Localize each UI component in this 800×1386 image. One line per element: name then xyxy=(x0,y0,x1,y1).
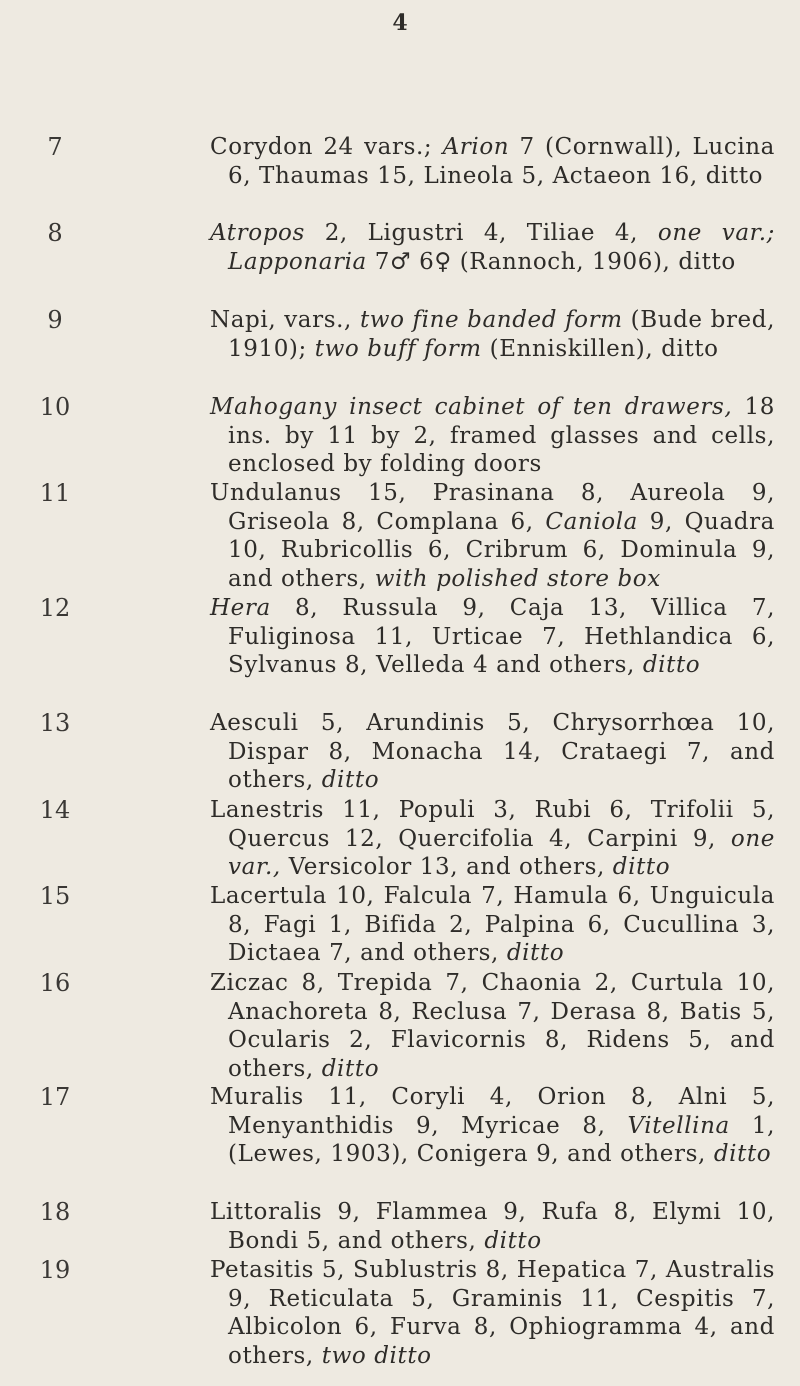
italic-text: two ditto xyxy=(321,1342,432,1369)
roman-text: 18 ins. by 11 by 2, framed glasses and cells, enclosed by folding doors xyxy=(228,394,775,478)
roman-text: 9, Quadra 10, Rubricollis 6, Cribrum 6, Dominula 9, and others, xyxy=(228,508,775,592)
lot-description xyxy=(210,393,775,479)
lot-number: 7 xyxy=(47,133,63,161)
italic-text: Hera xyxy=(210,595,271,621)
lot-description xyxy=(210,1256,775,1370)
lot-description xyxy=(210,219,775,276)
roman-text: Littoralis 9, Flammea 9, Rufa 8, Elymi 10, Bondi 5, and others, xyxy=(210,1199,775,1254)
italic-text: Caniola xyxy=(545,508,638,535)
roman-text: 8, Russula 9, Caja 13, Villica 7, Fuliginosa 11, Urticae 7, Hethlandica 6, Sylvanus 8, Velleda 4 and others, xyxy=(228,595,775,679)
lot-description xyxy=(210,709,775,795)
lot-description xyxy=(210,882,775,968)
lot-number: 19 xyxy=(39,1256,71,1284)
roman-text: Undulanus 15, Prasinana 8, Aureola 9, Griseola 8, Complana 6, xyxy=(210,480,775,535)
lot-description xyxy=(210,969,775,1083)
roman-text: 1, (Lewes, 1903), Conigera 9, and others, xyxy=(228,1112,775,1168)
italic-text: ditto xyxy=(321,767,380,794)
roman-text: Corydon 24 vars.; xyxy=(210,134,443,160)
lot-number: 8 xyxy=(47,219,63,247)
italic-text: two buff form xyxy=(314,335,482,362)
italic-text: Vitellina xyxy=(627,1112,730,1139)
roman-text: Versicolor 13, and others, xyxy=(280,854,613,881)
lot-number: 13 xyxy=(39,709,71,737)
roman-text: 2, Ligustri 4, Tiliae 4, xyxy=(304,220,658,246)
lot-description xyxy=(210,1083,775,1169)
lot-number: 18 xyxy=(39,1198,71,1226)
lot-number: 9 xyxy=(47,306,63,334)
page-number: 4 xyxy=(392,10,408,36)
italic-text: ditto xyxy=(642,652,701,679)
italic-text: ditto xyxy=(713,1141,772,1168)
italic-text: ditto xyxy=(321,1055,380,1082)
roman-text: Napi, vars., xyxy=(210,307,360,333)
lot-description xyxy=(210,796,775,882)
roman-text: Petasitis 5, Sublustris 8, Hepatica 7, Australis 9, Reticulata 5, Graminis 11, Cespitis 7, Albicolon 6, Furva 8, Ophiogramma 4, and others, xyxy=(210,1257,775,1369)
roman-text: 7 (Cornwall), Lucina 6, Thaumas 15, Lineola 5, Actaeon 16, ditto xyxy=(228,134,775,189)
lot-number: 10 xyxy=(39,393,71,421)
lot-number: 16 xyxy=(39,969,71,997)
lot-description xyxy=(210,133,775,190)
roman-text: Ziczac 8, Trepida 7, Chaonia 2, Curtula 10, Anachoreta 8, Reclusa 7, Derasa 8, Batis 5, Ocularis 2, Flavicornis 8, Ridens 5, and others, xyxy=(210,970,775,1082)
roman-text: Muralis 11, Coryli 4, Orion 8, Alni 5, Menyanthidis 9, Myricae 8, xyxy=(210,1084,775,1139)
italic-text: two fine banded form xyxy=(359,307,623,333)
lot-description xyxy=(210,1198,775,1255)
lot-description xyxy=(210,306,775,363)
roman-text: Lacertula 10, Falcula 7, Hamula 6, Unguicula 8, Fagi 1, Bifida 2, Palpina 6, Cucullina 3, Dictaea 7, and others, xyxy=(210,883,775,967)
roman-text: Aesculi 5, Arundinis 5, Chrysorrhœa 10, Dispar 8, Monacha 14, Crataegi 7, and others, xyxy=(210,710,775,794)
roman-text: Lanestris 11, Populi 3, Rubi 6, Trifolii 5, Quercus 12, Quercifolia 4, Carpini 9, xyxy=(210,797,775,852)
italic-text: one var.; Lapponaria xyxy=(228,220,776,275)
lot-number: 15 xyxy=(39,882,71,910)
italic-text: with polished store box xyxy=(374,565,661,592)
italic-text: ditto xyxy=(612,854,671,881)
lot-description xyxy=(210,479,775,593)
roman-text: (Bude bred, 1910); xyxy=(228,307,775,362)
roman-text: (Enniskillen), ditto xyxy=(481,335,719,362)
lot-number: 11 xyxy=(39,479,71,507)
italic-text: ditto xyxy=(506,940,565,967)
lot-number: 14 xyxy=(39,796,71,824)
lot-description xyxy=(210,594,775,680)
roman-text: 7♂ 6♀ (Rannoch, 1906), ditto xyxy=(366,248,736,275)
lot-number: 17 xyxy=(39,1083,71,1111)
italic-text: Mahogany insect cabinet of ten drawers, xyxy=(210,394,733,420)
italic-text: Atropos xyxy=(210,220,305,246)
italic-text: one var., xyxy=(228,825,775,881)
italic-text: ditto xyxy=(484,1227,542,1254)
italic-text: Arion xyxy=(442,134,510,160)
lot-number: 12 xyxy=(39,594,71,622)
